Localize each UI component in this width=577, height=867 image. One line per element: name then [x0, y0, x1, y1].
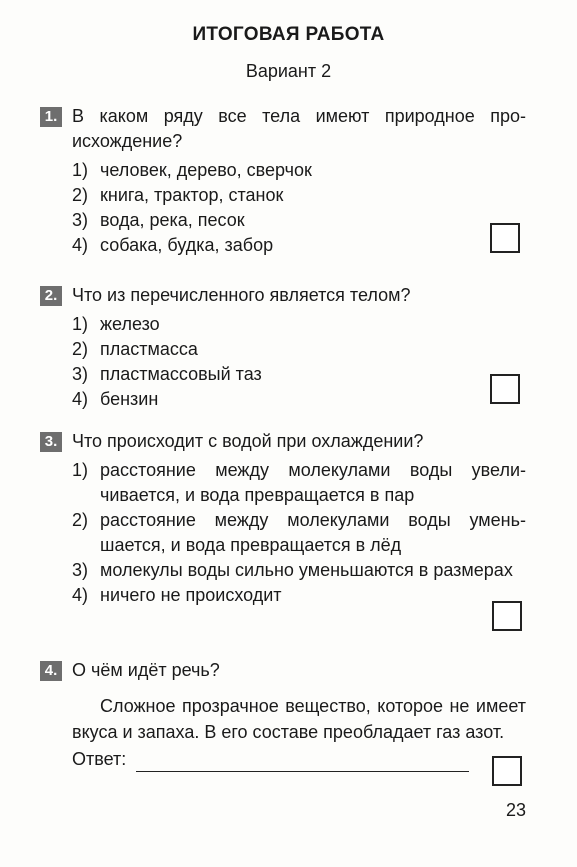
page-number: 23	[505, 800, 526, 820]
question-2	[40, 283, 526, 412]
option-4: 4) бензин	[72, 389, 159, 409]
question-3	[40, 429, 526, 608]
question-description: Сложное прозрачное вещество, которое не имеет вкуса и запаха. В его составе преобладает газ азот.	[72, 696, 526, 742]
answer-checkbox-4[interactable]	[492, 756, 522, 786]
answer-checkbox-3[interactable]	[492, 601, 522, 631]
answer-options	[72, 312, 526, 412]
question-1	[40, 104, 526, 258]
answer-checkbox-1[interactable]	[490, 223, 520, 253]
option-4: 4) собака, будка, забор	[72, 235, 274, 255]
variant-label: Вариант 2	[245, 61, 332, 81]
page-title: ИТОГОВАЯ РАБОТА	[192, 24, 385, 45]
option-1: 1) железо	[72, 314, 160, 334]
option-2: 2) расстояние между молекулами воды уменьшается, и вода превращается в лёд	[72, 510, 526, 555]
answer-row	[72, 747, 526, 772]
question-number-badge: 2.	[40, 286, 62, 306]
question-number-badge: 3.	[40, 432, 62, 452]
option-3: 3) молекулы воды сильно уменьшаются в размерах	[72, 560, 513, 580]
answer-checkbox-2[interactable]	[490, 374, 520, 404]
answer-label: Ответ:	[72, 749, 127, 769]
question-text: Что происходит с водой при охлаждении?	[72, 431, 424, 451]
answer-input-line[interactable]	[136, 751, 469, 772]
question-text: В каком ряду все тела имеют природное происхождение?	[72, 106, 526, 151]
option-3: 3) пластмассовый таз	[72, 364, 262, 384]
option-3: 3) вода, река, песок	[72, 210, 245, 230]
answer-options	[72, 158, 526, 258]
option-2: 2) пластмасса	[72, 339, 198, 359]
option-2: 2) книга, трактор, станок	[72, 185, 284, 205]
question-number-badge: 1.	[40, 107, 62, 127]
question-text: Что из перечисленного является телом?	[72, 285, 411, 305]
question-text: О чём идёт речь?	[72, 660, 220, 680]
answer-options	[72, 458, 526, 608]
option-1: 1) человек, дерево, сверчок	[72, 160, 312, 180]
option-1: 1) расстояние между молекулами воды увеличивается, и вода превращается в пар	[72, 460, 526, 505]
question-4	[40, 658, 526, 772]
option-4: 4) ничего не происходит	[72, 585, 282, 605]
question-number-badge: 4.	[40, 661, 62, 681]
